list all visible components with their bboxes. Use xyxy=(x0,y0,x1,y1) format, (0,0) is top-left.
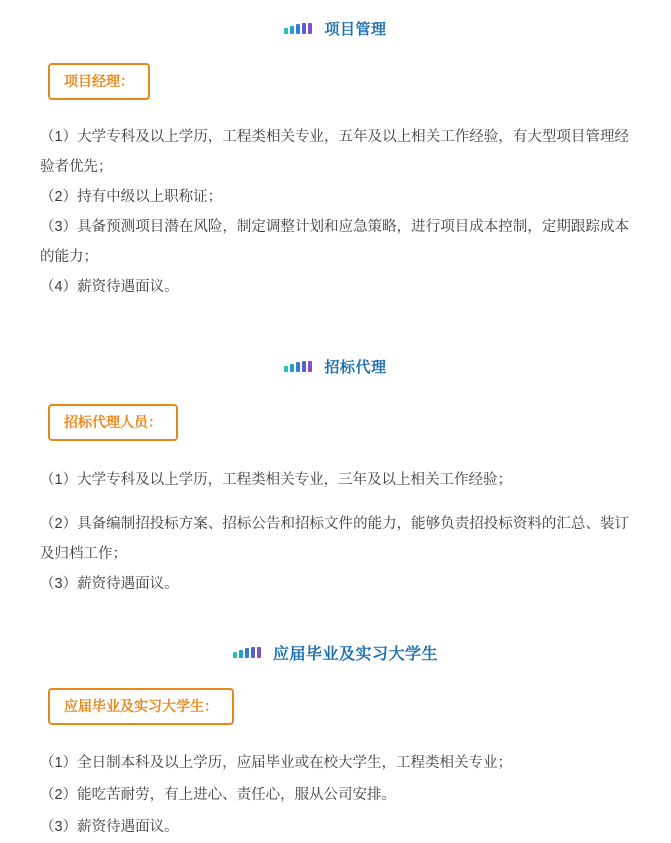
requirement-item: （3）薪资待遇面议。 xyxy=(40,576,179,592)
section-heading-label: 应届毕业及实习大学生 xyxy=(272,646,438,663)
requirement-item: （3）具备预测项目潜在风险，制定调整计划和应急策略，进行项目成本控制，定期跟踪成本的能力； xyxy=(40,219,629,265)
requirements-bidding-agent xyxy=(0,465,671,599)
requirement-item: （2）具备编制招投标方案、招标公告和招标文件的能力，能够负责招投标资料的汇总、装订及归档工作； xyxy=(40,516,629,562)
gradient-bars-icon xyxy=(284,361,318,372)
requirements-project-manager xyxy=(0,122,671,302)
section-heading-label: 招标代理 xyxy=(324,359,387,376)
gradient-bars-icon xyxy=(284,23,318,34)
requirement-item: （1）大学专科及以上学历，工程类相关专业，三年及以上相关工作经验； xyxy=(40,472,513,488)
requirement-item: （2）持有中级以上职称证； xyxy=(40,189,223,205)
section-project-management xyxy=(0,18,671,302)
requirement-item: （2）能吃苦耐劳，有上进心、责任心，服从公司安排。 xyxy=(40,787,397,803)
role-box-wrap-project-manager xyxy=(0,63,671,100)
role-box-wrap-graduates-interns xyxy=(0,688,671,725)
role-title-bidding-agent: 招标代理人员： xyxy=(48,404,178,441)
section-heading-graduates-interns xyxy=(0,641,671,664)
requirements-graduates-interns xyxy=(0,747,671,843)
requirement-item: （1）全日制本科及以上学历，应届毕业或在校大学生，工程类相关专业； xyxy=(40,755,513,771)
requirement-item: （3）薪资待遇面议。 xyxy=(40,819,179,835)
requirement-item: （4）薪资待遇面议。 xyxy=(40,279,179,295)
role-title-project-manager: 项目经理： xyxy=(48,63,150,100)
section-heading-bidding-agency xyxy=(0,356,671,377)
role-title-graduates-interns: 应届毕业及实习大学生： xyxy=(48,688,234,725)
section-bidding-agency xyxy=(0,356,671,599)
role-box-wrap-bidding-agent xyxy=(0,404,671,441)
section-heading-label: 项目管理 xyxy=(324,21,387,38)
gradient-bars-icon xyxy=(233,647,267,658)
requirement-item: （1）大学专科及以上学历，工程类相关专业，五年及以上相关工作经验，有大型项目管理经验者优先； xyxy=(40,129,629,175)
recruitment-document xyxy=(0,18,671,835)
section-heading-project-management xyxy=(0,18,671,39)
section-graduates-interns xyxy=(0,641,671,843)
